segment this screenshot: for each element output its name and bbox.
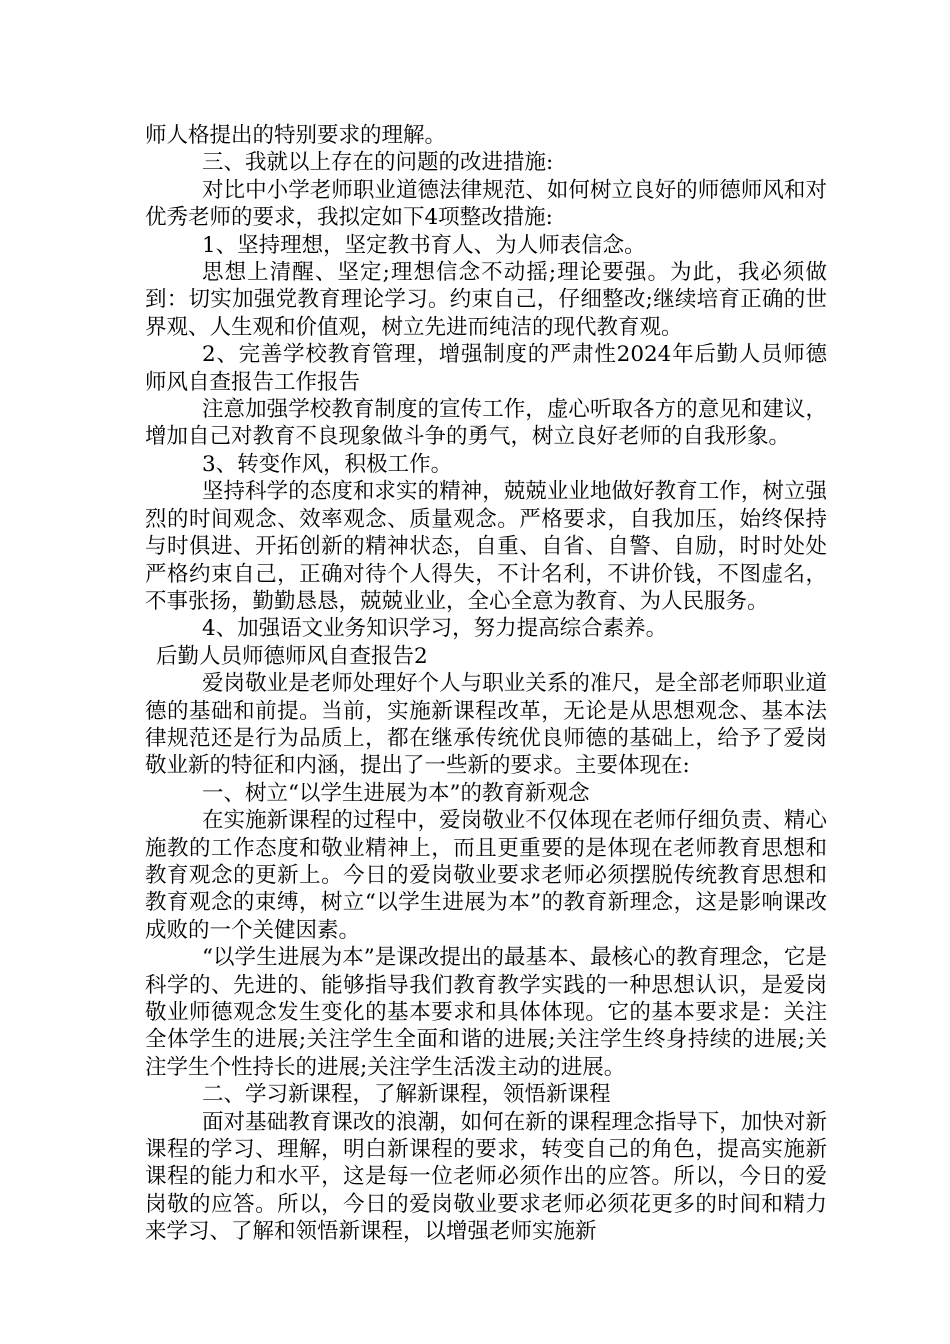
paragraph: 思想上清醒、坚定;理想信念不动摇;理论要强。为此，我必须做到：切实加强党教育理论学习。约束自己，仔细整改;继续培育正确的世界观、人生观和价值观，树立先进而纯洁的现代教育观。 <box>145 260 827 340</box>
paragraph: 坚持科学的态度和求实的精神，兢兢业业地做好教育工作，树立强烈的时间观念、效率观念、质量观念。严格要求，自我加压，始终保持与时俱进、开拓创新的精神状态，自重、自省、自警、自励，时时处处严格约束自己，正确对待个人得失，不计名利，不讲价钱，不图虚名，不事张扬，勤勤恳恳，兢兢业业，全心全意为教育、为人民服务。 <box>145 479 827 614</box>
paragraph: 对比中小学老师职业道德法律规范、如何树立良好的师德师风和对优秀老师的要求，我拟定如下4项整改措施: <box>145 177 827 231</box>
list-item-heading: 2、完善学校教育管理，增强制度的严肃性2024年后勤人员师德师风自查报告工作报告 <box>145 342 827 395</box>
paragraph: 面对基础教育课改的浪潮，如何在新的课程理念指导下，加快对新课程的学习、理解，明白新课程的要求，转变自己的角色，提高实施新课程的能力和水平，这是每一位老师必须作出的应答。所以，今日的爱岗敬的应答。所以，今日的爱岗敬业要求老师必须花更多的时间和精力来学习、了解和领悟新课程，以增强老师实施新 <box>145 1109 827 1245</box>
section-heading: 一、树立“以学生进展为本”的教育新观念 <box>202 780 590 806</box>
list-item-heading: 3、转变作风，积极工作。 <box>202 451 453 477</box>
paragraph: 师人格提出的特别要求的理解。 <box>145 123 447 148</box>
paragraph: 爱岗敬业是老师处理好个人与职业关系的准尺，是全部老师职业道德的基础和前提。当前，实施新课程改革，无论是从思想观念、基本法律规范还是行为品质上，都在继承传统优良师德的基础上，给予了爱岗敬业新的特征和内涵，提出了一些新的要求。主要体现在: <box>145 671 827 779</box>
section-heading: 三、我就以上存在的问题的改进措施: <box>202 150 554 176</box>
list-item-heading: 1、坚持理想，坚定教书育人、为人师表信念。 <box>202 232 646 258</box>
paragraph: “以学生进展为本”是课改提出的最基本、最核心的教育理念，它是科学的、先进的、能够指导我们教育教学实践的一种思想认识，是爱岗敬业师德观念发生变化的基本要求和具体体现。它的基本要求是：关注全体学生的进展;关注学生全面和谐的进展;关注学生终身持续的进展;关注学生个性持长的进展;关注学生活泼主动的进展。 <box>145 945 827 1080</box>
section-heading: 二、学习新课程，了解新课程，领悟新课程 <box>202 1082 611 1108</box>
paragraph: 在实施新课程的过程中，爱岗敬业不仅体现在老师仔细负责、精心施教的工作态度和敬业精神上，而且更重要的是体现在老师教育思想和教育观念的更新上。今日的爱岗敬业要求老师必须摆脱传统教育思想和教育观念的束缚，树立“以学生进展为本”的教育新理念，这是影响课改成败的一个关健因素。 <box>145 808 827 943</box>
list-item-heading: 4、加强语文业务知识学习，努力提高综合素养。 <box>202 616 668 642</box>
report-title: 后勤人员师德师风自查报告2 <box>156 643 428 669</box>
document-page <box>145 122 827 1246</box>
paragraph: 注意加强学校教育制度的宣传工作，虚心听取各方的意见和建议，增加自己对教育不良现象做斗争的勇气，树立良好老师的自我形象。 <box>145 397 827 450</box>
